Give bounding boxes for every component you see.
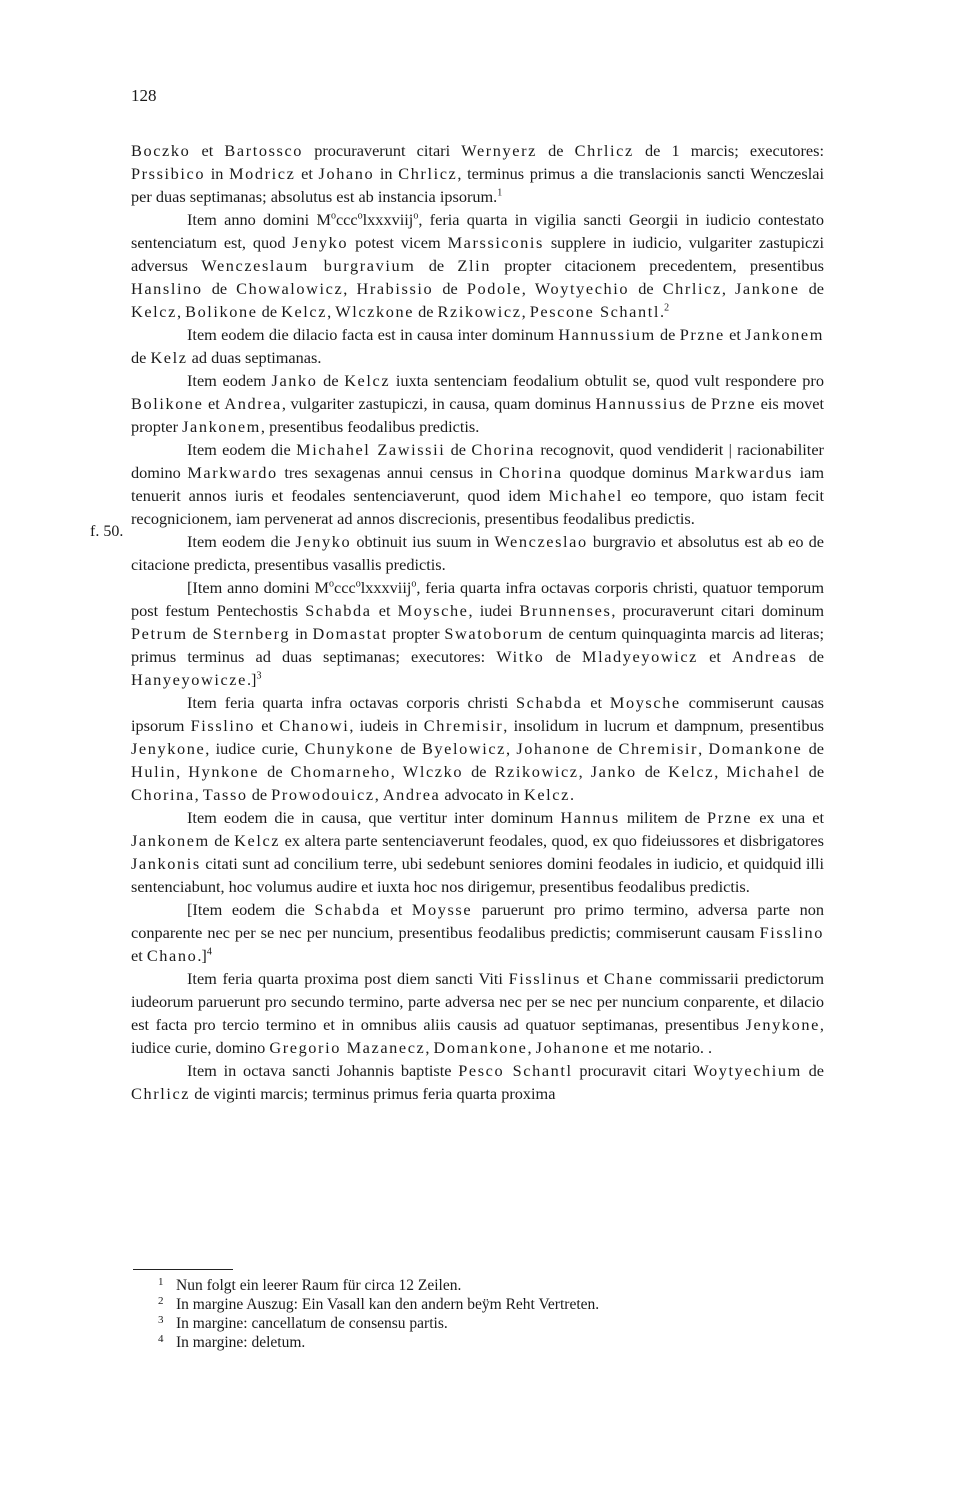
footnote-rule [133, 1269, 233, 1270]
paragraph: Item feria quarta proxima post diem sancti Viti Fisslinus et Chane commissarii predictorum iudeorum paruerunt pro secundo termino, parte adversa nec per se nec per nuncium conparente, et dilacio est facta pro tercio termino et in omnibus aliis causis ad quatuor septimanas, presentibus Jenykone, iudice curie, domino Gregorio Mazanecz, Domankone, Johanone et me notario. . [131, 969, 825, 1057]
paragraph: [Item anno domini $M^occc^olxxxviij^o$, feria quarta infra octavas corporis christi, quatuor temporum post festum Pentechostis Schabda et Moysche, iudei Brunnenses, procuraverunt citari dominum Petrum de Sternberg in Domastat propter Swatoborum de centum quinquaginta marcis ad literas; primus terminus ad duas septimanas; executores: Witko de Mladyeyowicz et Andreas de Hanyeyowicze.]$^3$ [131, 578, 825, 689]
footnote-text: In margine: deletum. [176, 1334, 306, 1351]
margin-folio-reference: f. 50. [90, 523, 124, 540]
paragraph: Item eodem die Michahel Zawissii de Chorina recognovit, quod vendiderit | racionabiliter domino Markwardo tres sexagenas annui census in Chorina quodque dominus Markwardus iam tenuerit annos iuris et feodales sentenciaverunt, quod idem Michahel eo tempore, quo istam fecit recognicionem, iam pervenerat ad annos discrecionis, presentibus feodalibus predictis. [131, 440, 825, 528]
paragraph: Item eodem die dilacio facta est in causa inter dominum Hannussium de Przne et Jankonem de Kelz ad duas septimanas. [131, 325, 824, 367]
footnote-number: 1 [158, 1276, 164, 1288]
paragraph: [Item eodem die Schabda et Moysse paruerunt pro primo termino, adversa parte non conparente nec per se nec per nuncium, presentibus feodalibus predictis; commiserunt causam Fisslino et Chano.]$^4$ [131, 900, 825, 965]
paragraph: Item eodem die in causa, que vertitur inter dominum Hannus militem de Przne ex una et Jankonem de Kelcz ex altera parte sentenciaverunt feodales, quod, ex quo fideiussores et disbrigatores Jankonis citati sunt ad concilium terre, ubi sedebunt seniores domini feodales in iudicio, et quidquid illi sentenciabunt, hoc volumus audire et iuxta hoc nos dirigemur, presentibus feodalibus predictis. [131, 808, 824, 896]
footnotes [158, 1276, 600, 1352]
paragraph: Item in octava sancti Johannis baptiste Pesco Schantl procuravit citari Woytyechium de Chrlicz de viginti marcis; terminus primus feria quarta proxima [131, 1061, 825, 1103]
paragraph: Item eodem die Jenyko obtinuit ius suum in Wenczeslao burgravio et absolutus est ab eo de citacione predicta, presentibus vasallis predictis. [131, 532, 824, 574]
paragraph: Item feria quarta infra octavas corporis christi Schabda et Moysche commiserunt causas ipsorum Fisslino et Chanowi, iudeis in Chremisir, insolidum in lucrum et dampnum, presentibus Jenykone, iudice curie, Chunykone de Byelowicz, Johanone de Chremisir, Domankone de Hulin, Hynkone de Chomarneho, Wlczko de Rzikowicz, Janko de Kelcz, Michahel de Chorina, Tasso de Prowodouicz, Andrea advocato in Kelcz. [131, 693, 825, 804]
footnote [158, 1314, 599, 1333]
footnote-number: 3 [158, 1314, 164, 1326]
footnote-number: 4 [158, 1333, 164, 1345]
footnote [158, 1276, 599, 1295]
footnote-text: In margine: cancellatum de consensu partis. [176, 1315, 448, 1332]
paragraph: Item eodem Janko de Kelcz iuxta sentenciam feodalium obtulit se, quod vult respondere pro Bolikone et Andrea, vulgariter zastupiczi, in causa, quam dominus Hannussius de Przne eis movet propter Jankonem, presentibus feodalibus predictis. [131, 371, 825, 436]
footnote-text: Nun folgt ein leerer Raum für circa 12 Zeilen. [176, 1277, 462, 1294]
footnote [158, 1333, 599, 1352]
paragraph: Item anno domini $M^occc^olxxxviij^o$, feria quarta in vigilia sancti Georgii in iudicio contestato sentenciatum est, quod Jenyko potest vicem Marssiconis supplere in iudicio, vulgariter zastupiczi adversus Wenczeslaum burgravium de Zlin propter citacionem precedentem, presentibus Hanslino de Chowalowicz, Hrabissio de Podole, Woytyechio de Chrlicz, Jankone de Kelcz, Bolikone de Kelcz, Wlczkone de Rzikowicz, Pescone Schantl.$^2$ [131, 210, 825, 321]
footnote [158, 1295, 600, 1314]
page-number: 128 [131, 86, 157, 105]
main-text [131, 139, 824, 1105]
paragraph: Boczko et Bartossco procuraverunt citari Wernyerz de Chrlicz de 1 marcis; executores: Prssibico in Modricz et Johano in Chrlicz, terminus primus a die translacionis sancti Wenczeslai per duas septimanas; absolutus est ab instancia ipsorum.$^1$ [131, 141, 825, 206]
footnote-number: 2 [158, 1295, 164, 1307]
footnote-text: In margine Auszug: Ein Vasall kan den andern beÿm Reht Vertreten. [176, 1296, 600, 1313]
